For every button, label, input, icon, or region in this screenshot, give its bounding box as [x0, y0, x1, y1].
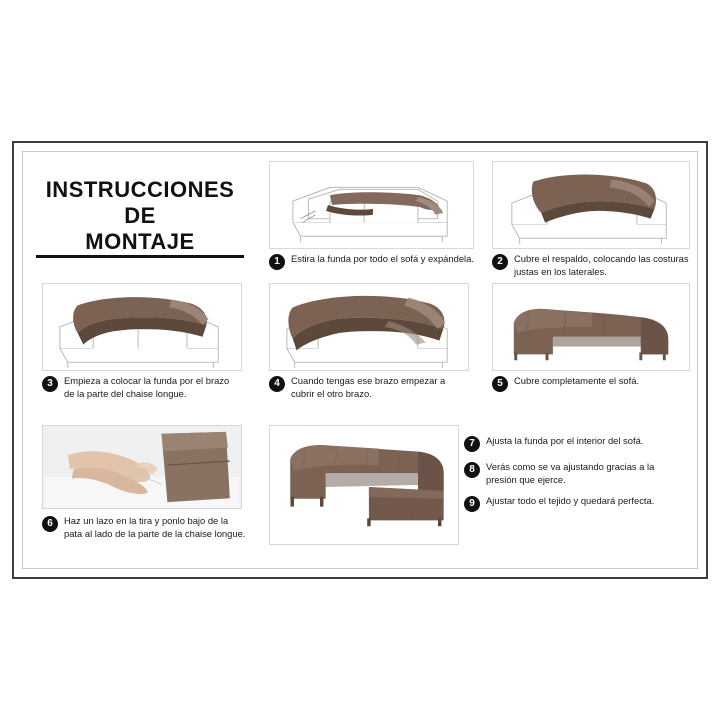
step-list-right — [464, 435, 686, 521]
step-caption-7 — [464, 435, 686, 452]
final-illustration-panel — [269, 425, 459, 545]
step-text-9: Ajustar todo el tejido y quedará perfecta. — [486, 495, 655, 507]
step-text-8: Verás como se va ajustando gracias a la presión que ejerce. — [486, 461, 655, 485]
illustration-step-5 — [492, 283, 690, 371]
step-caption-6 — [42, 515, 248, 540]
step-number-8: 8 — [464, 462, 480, 478]
step-number-5: 5 — [492, 376, 508, 392]
step-panel-2 — [492, 161, 690, 281]
step-number-3: 3 — [42, 376, 58, 392]
instruction-sheet — [12, 141, 708, 579]
step-panel-1 — [269, 161, 474, 271]
step-caption-5 — [492, 375, 690, 392]
step-number-9: 9 — [464, 496, 480, 512]
step-number-1: 1 — [269, 254, 285, 270]
step-panel-6 — [42, 425, 246, 547]
step-text-1: Estira la funda por todo el sofá y expándela. — [291, 253, 474, 264]
step-caption-3 — [42, 375, 242, 400]
step-panel-5 — [492, 283, 690, 403]
step-text-3: Empieza a colocar la funda por el brazo de la parte del chaise longue. — [64, 375, 230, 399]
title-line-1: INSTRUCCIONES — [45, 177, 235, 202]
step-number-4: 4 — [269, 376, 285, 392]
step-panel-4 — [269, 283, 469, 403]
step-text-4: Cuando tengas ese brazo empezar a cubrir el otro brazo. — [291, 375, 446, 399]
title-line-3: MONTAJE — [85, 228, 195, 254]
illustration-step-4 — [269, 283, 469, 371]
step-text-6: Haz un lazo en la tira y ponlo bajo de la pata al lado de la parte de la chaise longue. — [64, 515, 246, 539]
step-text-5: Cubre completamente el sofá. — [514, 375, 640, 386]
illustration-step-6 — [42, 425, 242, 509]
step-number-2: 2 — [492, 254, 508, 270]
illustration-step-1 — [269, 161, 474, 249]
step-caption-4 — [269, 375, 469, 400]
title-underline — [36, 255, 244, 258]
step-number-7: 7 — [464, 436, 480, 452]
step-caption-8 — [464, 461, 686, 486]
step-text-7: Ajusta la funda por el interior del sofá. — [486, 435, 644, 446]
page-title — [40, 177, 240, 255]
step-number-6: 6 — [42, 516, 58, 532]
step-caption-1 — [269, 253, 474, 270]
step-caption-9 — [464, 495, 686, 512]
illustration-finished-sofa — [269, 425, 459, 545]
step-panel-3 — [42, 283, 242, 403]
step-text-2: Cubre el respaldo, colocando las costuras justas en los laterales. — [514, 253, 689, 277]
step-caption-2 — [492, 253, 690, 278]
title-line-2: DE — [124, 202, 156, 228]
illustration-step-3 — [42, 283, 242, 371]
illustration-step-2 — [492, 161, 690, 249]
